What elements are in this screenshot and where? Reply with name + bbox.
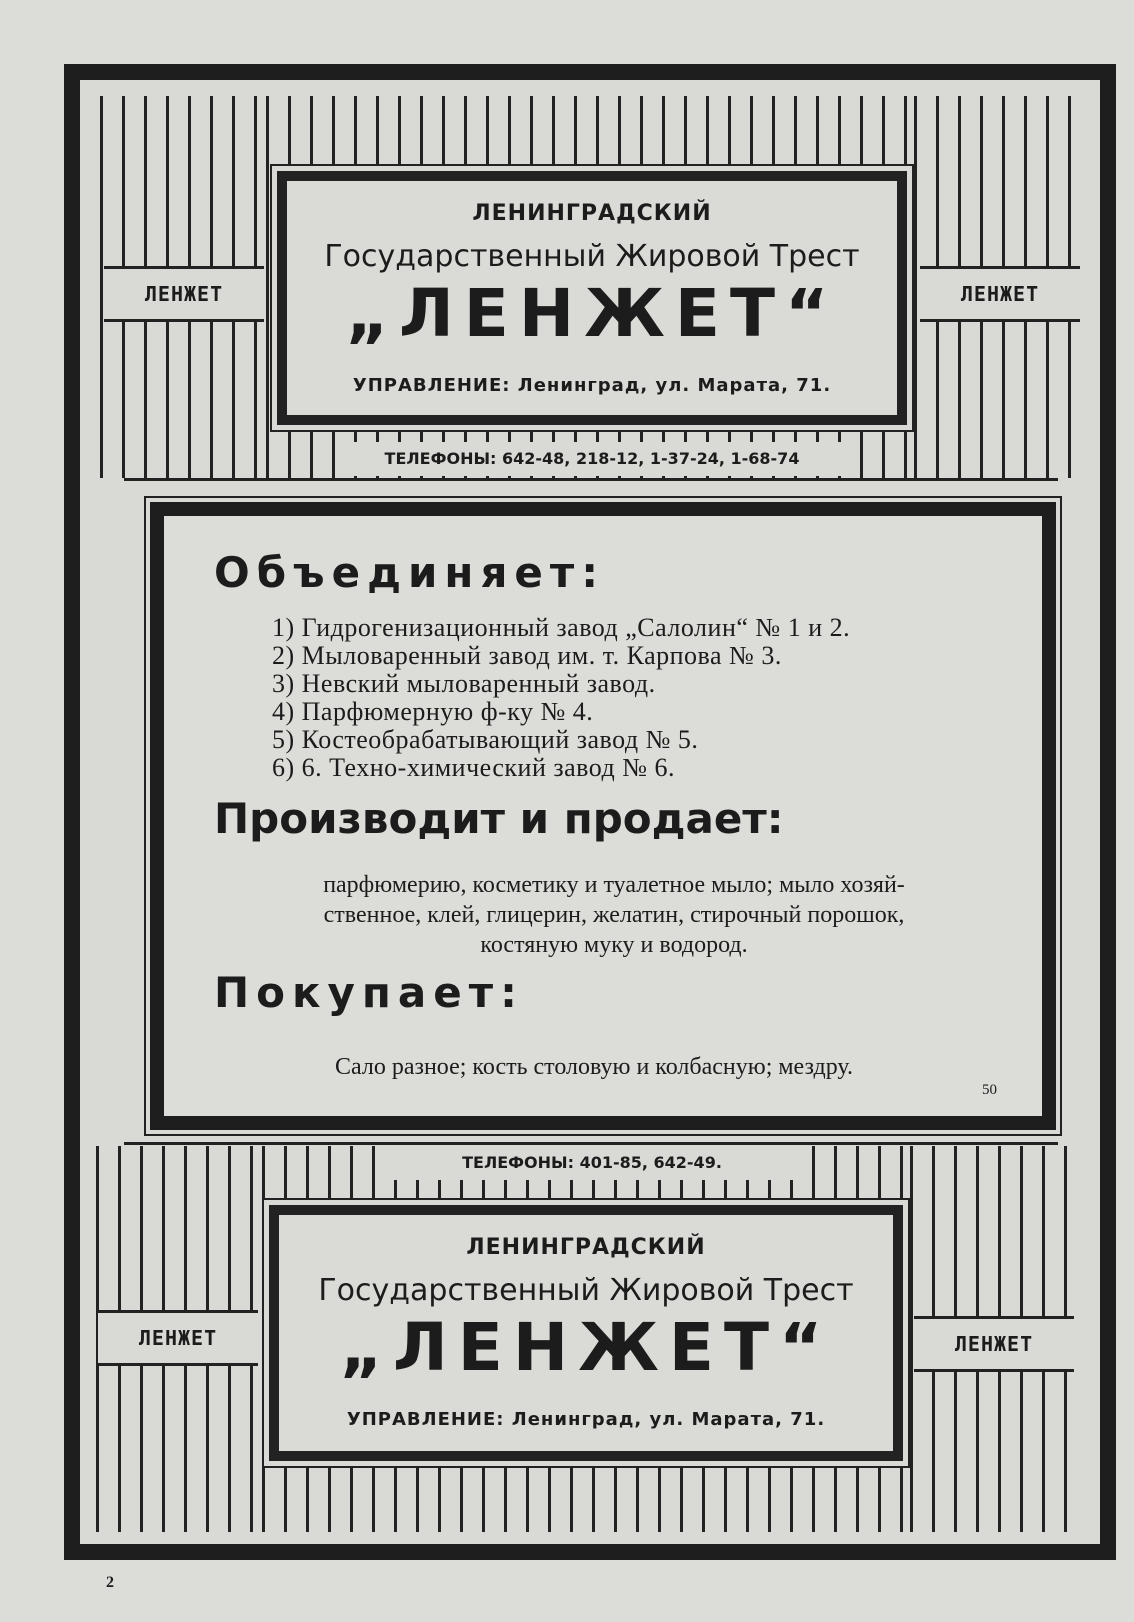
top-banner-city: ЛЕНИНГРАДСКИЙ	[472, 201, 712, 226]
list-item: 1) Гидрогенизационный завод „Салолин“ № 1 и 2.	[272, 613, 851, 642]
bottom-side-label-left: ЛЕНЖЕТ	[98, 1310, 258, 1366]
list-item: 5) Костеобрабатывающий завод № 5.	[272, 725, 699, 754]
heading-unites: Объединяет:	[214, 548, 606, 597]
heading-buys: Покупает:	[214, 968, 524, 1017]
bottom-divider	[124, 1142, 1058, 1145]
top-side-label-right: ЛЕНЖЕТ	[920, 266, 1080, 322]
enterprises-list	[272, 614, 850, 782]
content-page-number: 50	[982, 1082, 997, 1098]
list-item: 4) Парфюмерную ф-ку № 4.	[272, 697, 594, 726]
buys-text: Сало разное; кость столовую и колбасную; мездру.	[334, 1054, 854, 1080]
bottom-banner-brand: „ЛЕНЖЕТ“	[339, 1309, 833, 1386]
bottom-banner	[262, 1198, 910, 1468]
heading-produces: Производит и продает:	[214, 794, 784, 843]
bottom-banner-trust: Государственный Жировой Трест	[318, 1273, 854, 1308]
top-banner-address: УПРАВЛЕНИЕ: Ленинград, ул. Марата, 71.	[352, 375, 832, 396]
produces-line-2: ственное, клей, глицерин, желатин, стирочный порошок,	[323, 902, 905, 928]
list-item: 2) Мыловаренный завод им. т. Карпова № 3.	[272, 641, 782, 670]
top-banner	[270, 164, 914, 432]
top-banner-inner	[277, 171, 907, 425]
list-item: 6) 6. Техно-химический завод № 6.	[272, 753, 676, 782]
produces-line-3: костяную муку и водород.	[480, 932, 748, 958]
bottom-phones: ТЕЛЕФОНЫ: 401-85, 642-49.	[380, 1146, 804, 1180]
content-box	[150, 502, 1056, 1130]
bottom-banner-city: ЛЕНИНГРАДСКИЙ	[466, 1235, 706, 1260]
produces-text	[254, 870, 974, 960]
produces-line-1: парфюмерию, косметику и туалетное мыло; мыло хозяй-	[323, 872, 905, 898]
page-corner-number: 2	[106, 1574, 114, 1591]
bottom-banner-address: УПРАВЛЕНИЕ: Ленинград, ул. Марата, 71.	[346, 1409, 826, 1430]
bottom-side-label-right: ЛЕНЖЕТ	[914, 1316, 1074, 1372]
top-side-label-left: ЛЕНЖЕТ	[104, 266, 264, 322]
top-phones: ТЕЛЕФОНЫ: 642-48, 218-12, 1-37-24, 1-68-74	[340, 442, 844, 476]
top-banner-brand: „ЛЕНЖЕТ“	[345, 275, 839, 352]
bottom-banner-inner	[269, 1205, 903, 1461]
top-banner-trust: Государственный Жировой Трест	[324, 239, 860, 274]
top-divider	[124, 478, 1058, 481]
list-item: 3) Невский мыловаренный завод.	[272, 669, 656, 698]
